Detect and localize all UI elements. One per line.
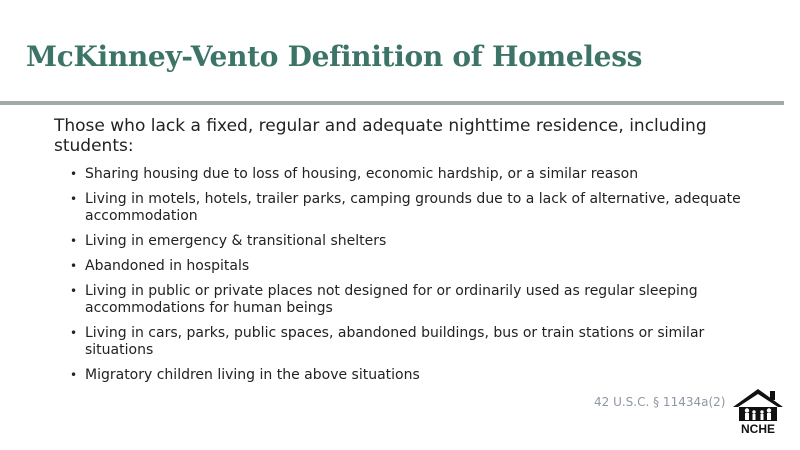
list-item-text: Living in cars, parks, public spaces, abandoned buildings, bus or train stations or similar situations [85, 325, 705, 358]
bullet-icon: • [70, 368, 78, 382]
citation: 42 U.S.C. § 11434a(2) [594, 395, 726, 409]
title-divider [0, 101, 784, 105]
list-item-text: Abandoned in hospitals [85, 258, 250, 274]
logo-house-body [739, 407, 777, 421]
list-item [70, 191, 750, 225]
bullet-icon: • [70, 167, 78, 181]
list-item [70, 283, 750, 317]
list-item [70, 367, 750, 384]
list-item-text: Migratory children living in the above situations [85, 367, 420, 383]
logo-text: NCHE [740, 422, 776, 436]
list-item [70, 325, 750, 359]
bullet-icon: • [70, 326, 78, 340]
list-item [70, 258, 750, 275]
list-item-text: Living in public or private places not designed for or ordinarily used as regular sleeping accommodations for human beings [85, 283, 698, 316]
bullet-icon: • [70, 234, 78, 248]
list-item-text: Living in motels, hotels, trailer parks, camping grounds due to a lack of alternative, adequate accommodation [85, 191, 741, 224]
bullet-list [70, 166, 750, 392]
bullet-icon: • [70, 259, 78, 273]
bullet-icon: • [70, 284, 78, 298]
logo-roof [733, 389, 783, 407]
bullet-icon: • [70, 192, 78, 206]
house-family-logo-icon [732, 388, 784, 436]
intro-text: Those who lack a fixed, regular and adequate nighttime residence, including students: [54, 116, 707, 156]
slide-title: McKinney-Vento Definition of Homeless [26, 40, 643, 73]
list-item [70, 233, 750, 250]
list-item-text: Sharing housing due to loss of housing, economic hardship, or a similar reason [85, 166, 639, 182]
list-item [70, 166, 750, 183]
list-item-text: Living in emergency & transitional shelters [85, 233, 387, 249]
